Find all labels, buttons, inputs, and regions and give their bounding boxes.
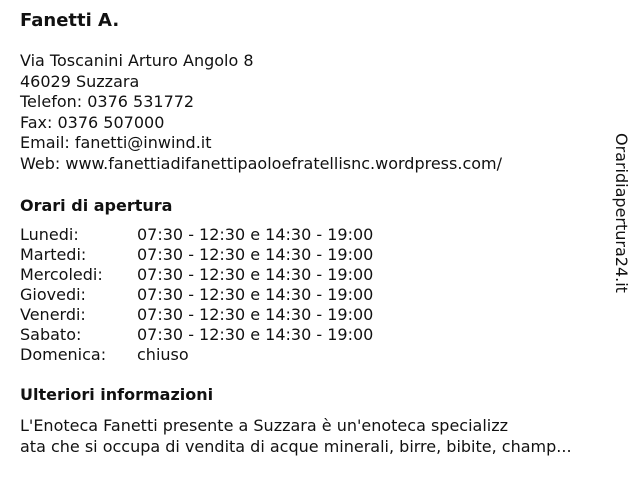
- time-value: 07:30 - 12:30 e 14:30 - 19:00: [137, 265, 374, 284]
- day-label: Giovedi:: [20, 285, 86, 304]
- contact-block: [20, 51, 620, 174]
- opening-hours-heading: Orari di apertura: [20, 196, 173, 215]
- address-street: Via Toscanini Arturo Angolo 8: [20, 51, 254, 70]
- time-value: 07:30 - 12:30 e 14:30 - 19:00: [137, 325, 374, 344]
- more-info-heading: Ulteriori informazioni: [20, 385, 214, 404]
- opening-hours-table: [20, 225, 620, 365]
- description-line: ata che si occupa di vendita di acque minerali, birre, bibite, champ...: [20, 436, 572, 456]
- time-value: 07:30 - 12:30 e 14:30 - 19:00: [137, 285, 374, 304]
- day-label: Domenica:: [20, 345, 107, 364]
- day-label: Lunedi:: [20, 225, 79, 244]
- hours-row-monday: [20, 225, 620, 245]
- time-value: chiuso: [137, 345, 189, 364]
- day-label: Martedi:: [20, 245, 87, 264]
- site-watermark: Oraridiapertura24.it: [612, 133, 631, 293]
- hours-row-friday: [20, 305, 620, 325]
- business-card: [20, 10, 620, 457]
- time-value: 07:30 - 12:30 e 14:30 - 19:00: [137, 305, 374, 324]
- day-label: Venerdi:: [20, 305, 86, 324]
- website-url: Web: www.fanettiadifanettipaoloefratellisnc.wordpress.com/: [20, 153, 502, 173]
- time-value: 07:30 - 12:30 e 14:30 - 19:00: [137, 245, 374, 264]
- address-city: 46029 Suzzara: [20, 71, 140, 91]
- hours-row-saturday: [20, 325, 620, 345]
- description-line: L'Enoteca Fanetti presente a Suzzara è un'enoteca specializz: [20, 416, 509, 435]
- hours-row-tuesday: [20, 245, 620, 265]
- hours-row-wednesday: [20, 265, 620, 285]
- hours-row-thursday: [20, 285, 620, 305]
- time-value: 07:30 - 12:30 e 14:30 - 19:00: [137, 225, 374, 244]
- email-address: Email: fanetti@inwind.it: [20, 133, 212, 152]
- day-label: Sabato:: [20, 325, 82, 344]
- phone-number: Telefon: 0376 531772: [20, 92, 195, 111]
- description-block: [20, 416, 620, 457]
- day-label: Mercoledi:: [20, 265, 103, 284]
- business-name: Fanetti A.: [20, 10, 120, 31]
- fax-number: Fax: 0376 507000: [20, 112, 165, 132]
- hours-row-sunday: [20, 345, 620, 365]
